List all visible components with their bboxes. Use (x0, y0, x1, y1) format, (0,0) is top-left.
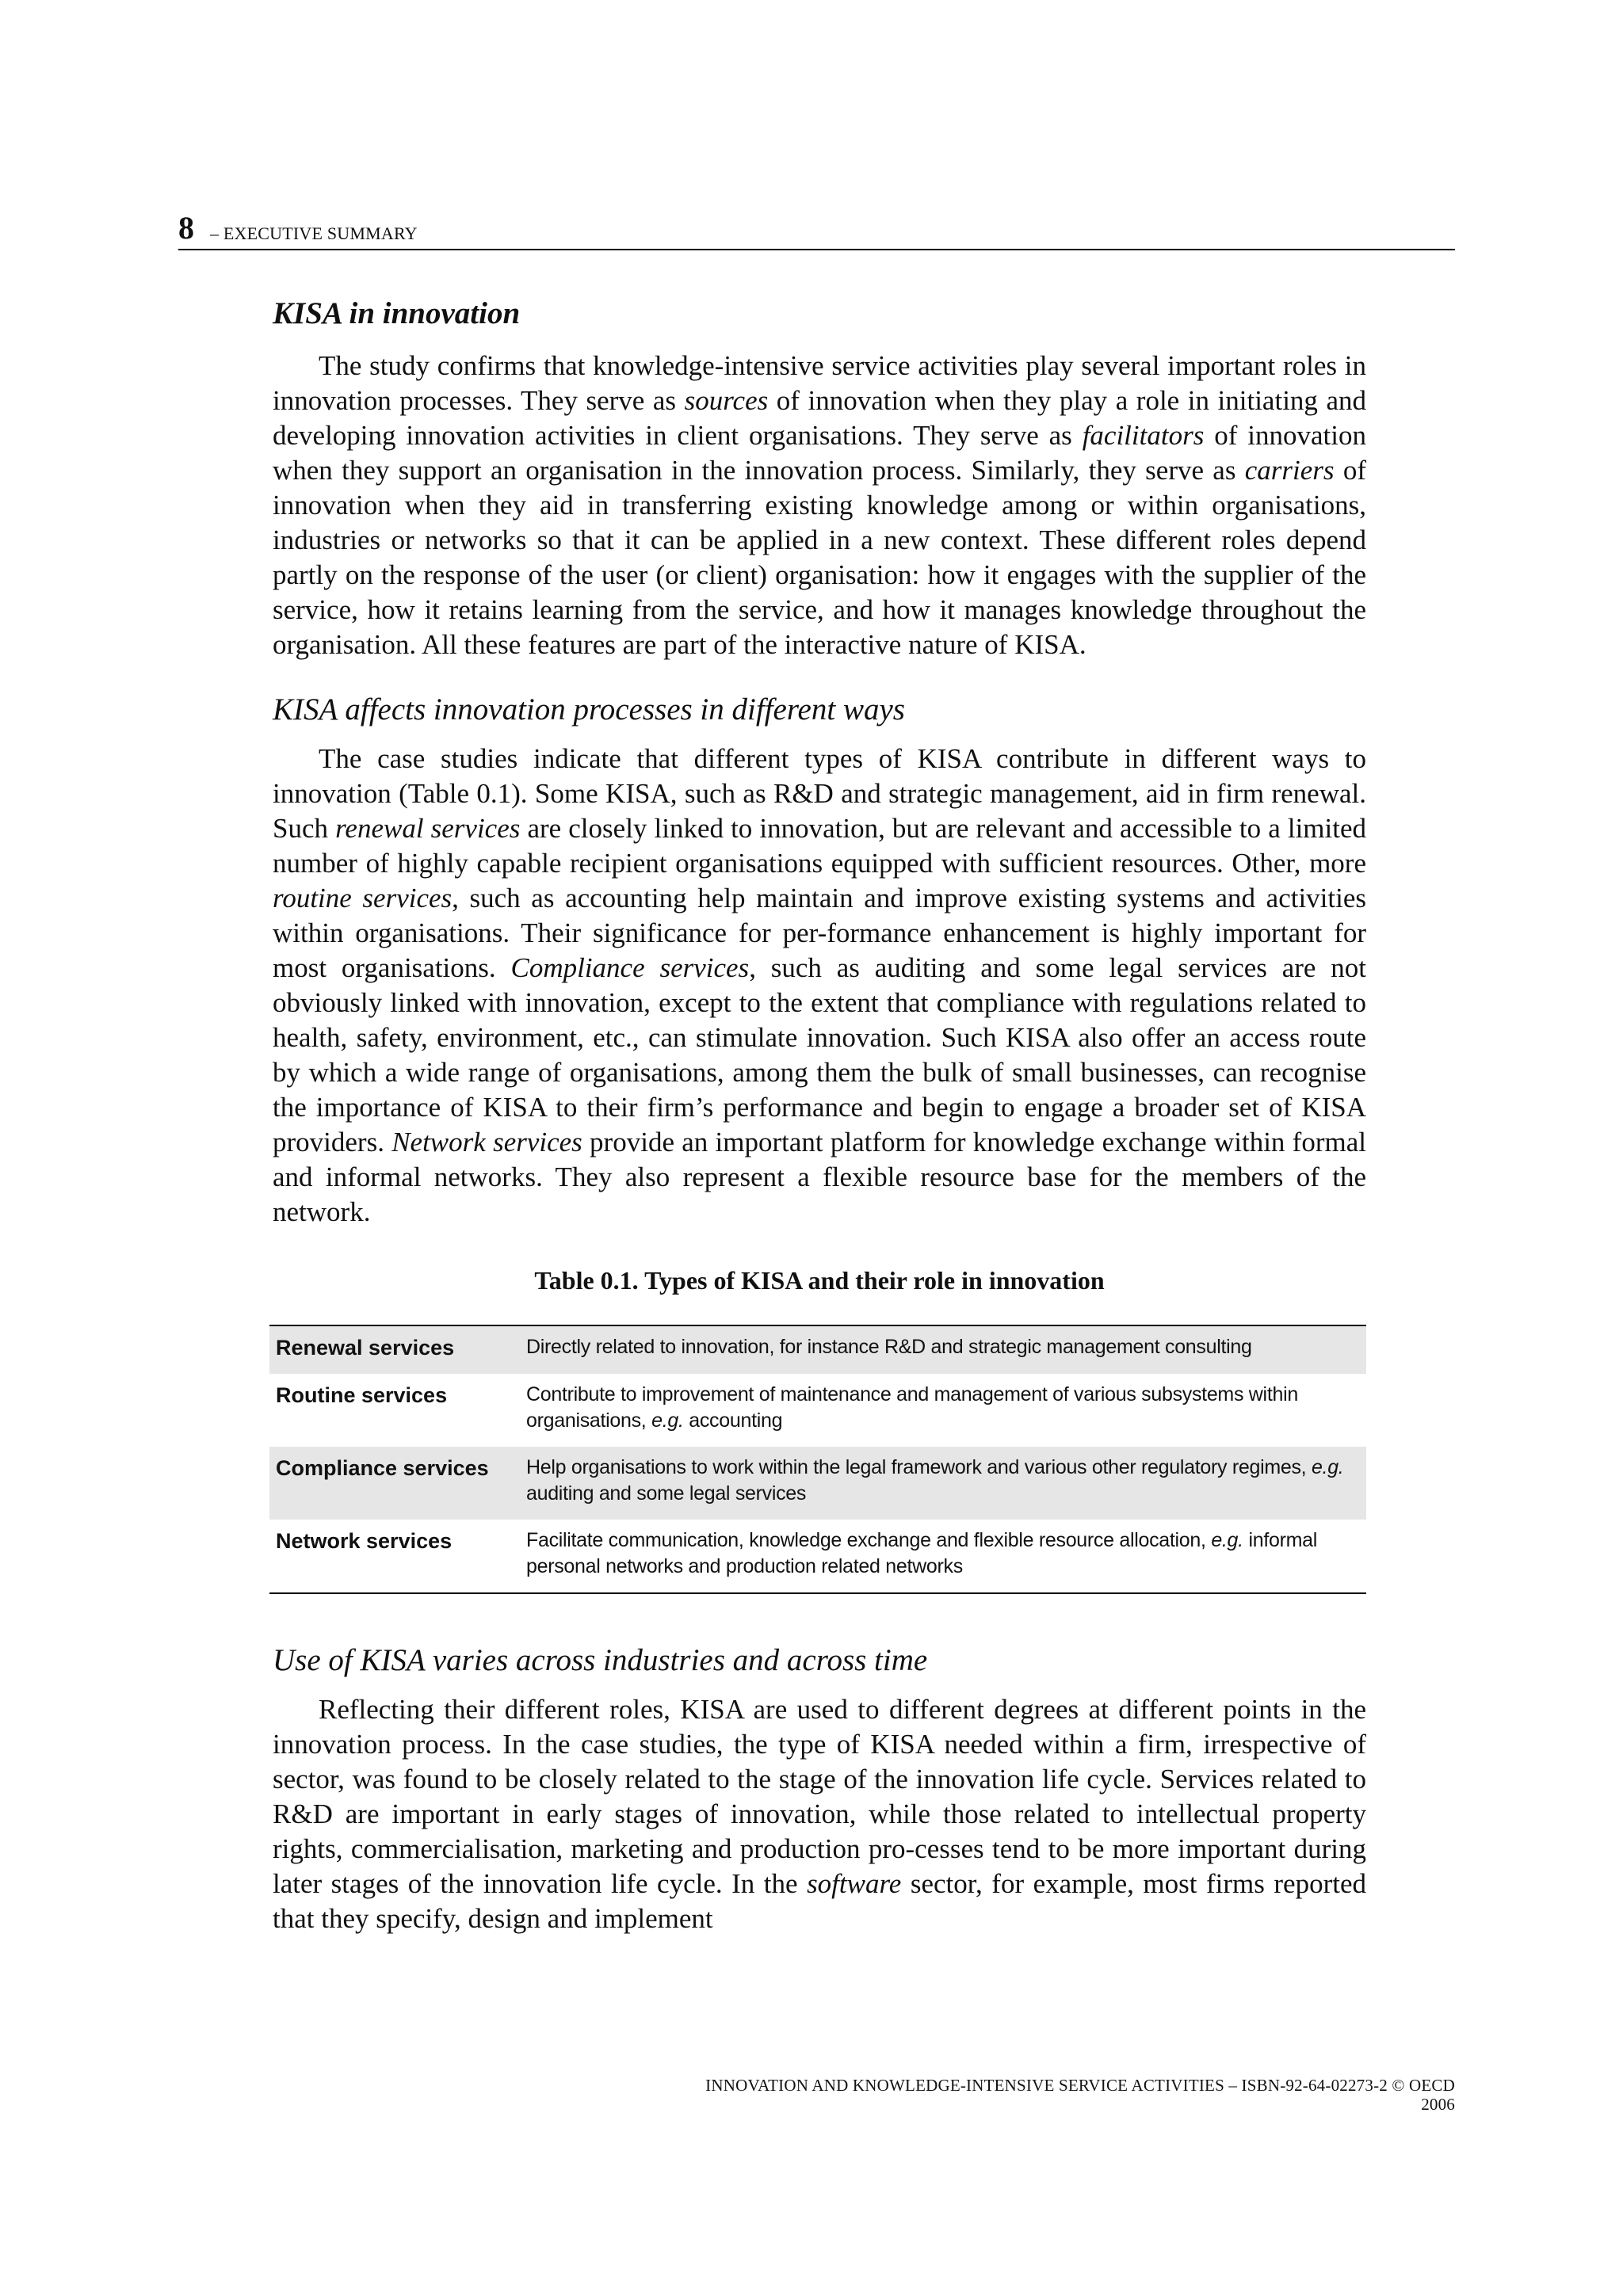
table-cell-type: Routine services (276, 1383, 448, 1407)
page-content (273, 285, 1366, 1936)
table-cell-description: Contribute to improvement of maintenance and management of various subsystems within organisations, e.g. accounting (526, 1383, 1298, 1432)
section-heading-use-of-kisa: Use of KISA varies across industries and across time (273, 1643, 928, 1677)
italic-term: e.g. (1211, 1529, 1243, 1551)
section-heading-kisa-in-innovation: KISA in innovation (273, 296, 521, 330)
table-row (269, 1325, 1366, 1374)
italic-term: facilitators (1082, 420, 1205, 451)
paragraph-use-of-kisa: Reflecting their different roles, KISA are used to different degrees at different points in the innovation process. In the case studies, the type of KISA needed within a firm, irrespective of sector, was found to be closely related to the stage of the innovation life cycle. Services related to R&D are important in early stages of innovation, while those related to intellectual property rights, commercialisation, marketing and production pro-cesses tend to be more important during later stages of the innovation life cycle. In the software sector, for example, most firms reported that they specify, design and implement (273, 1694, 1366, 1934)
table-cell-type: Compliance services (269, 1447, 520, 1520)
table-cell-type: Renewal services (269, 1325, 520, 1374)
table-row (269, 1447, 1366, 1520)
section-heading-kisa-affects-innovation: KISA affects innovation processes in different ways (273, 692, 905, 727)
paragraph-kisa-affects-innovation: The case studies indicate that different types of KISA contribute in different ways to innovation (Table 0.1). Some KISA, such as R&D and strategic management, aid in firm renewal. Such renewal services are closely linked to innovation, but are relevant and accessible to a limited number of highly capable recipient organisations equipped with sufficient resources. Other, more routine services, such as accounting help maintain and improve existing systems and activities within organisations. Their significance for per-formance enhancement is highly important for most organisations. Compliance services, such as auditing and some legal services are not obviously linked with innovation, except to the extent that compliance with regulations related to health, safety, environment, etc., can stimulate innovation. Such KISA also offer an access route by which a wide range of organisations, among them the bulk of small businesses, can recognise the importance of KISA to their firm’s performance and begin to engage a broader set of KISA providers. Network services provide an important platform for knowledge exchange within formal and informal networks. They also represent a flexible resource base for the members of the network. (273, 743, 1367, 1227)
page-number: 8 (178, 210, 194, 246)
table-cell-description: Help organisations to work within the legal framework and various other regulatory regimes, e.g. auditing and some legal services (520, 1447, 1366, 1520)
table-cell-description: Facilitate communication, knowledge exchange and flexible resource allocation, e.g. informal personal networks and production related networks (520, 1520, 1366, 1593)
italic-term: carriers (1244, 455, 1335, 486)
italic-term: renewal services (335, 813, 521, 844)
table-row (269, 1520, 1366, 1593)
italic-term: e.g. (1311, 1456, 1344, 1478)
italic-term: e.g. (651, 1409, 684, 1432)
italic-term: software (807, 1868, 902, 1899)
table-cell-description: Directly related to innovation, for instance R&D and strategic management consulting (520, 1325, 1366, 1374)
italic-term: sources (684, 385, 769, 416)
table-cell-type: Network services (269, 1520, 520, 1593)
paragraph-kisa-in-innovation: The study confirms that knowledge-intensive service activities play several important roles in innovation processes. They serve as sources of innovation when they play a role in initiating and developing innovation activities in client organisations. They serve as facilitators of innovation when they support an organisation in the innovation process. Similarly, they serve as carriers of innovation when they aid in transferring existing knowledge among or within organisations, industries or networks so that it can be applied in a new context. These different roles depend partly on the response of the user (or client) organisation: how it engages with the supplier of the service, how it retains learning from the service, and how it manages knowledge throughout the organisation. All these features are part of the interactive nature of KISA. (273, 350, 1366, 660)
running-title: – EXECUTIVE SUMMARY (210, 223, 418, 243)
table-caption: Table 0.1. Types of KISA and their role in innovation (534, 1266, 1105, 1295)
page-header (178, 210, 1455, 250)
kisa-types-table (269, 1325, 1366, 1594)
table-row (269, 1374, 1366, 1447)
italic-term: Compliance services (510, 952, 750, 983)
italic-term: Network services (391, 1127, 582, 1158)
page-footer: INNOVATION AND KNOWLEDGE-INTENSIVE SERVICE ACTIVITIES – ISBN-92-64-02273-2 © OECD 2006 (705, 2076, 1455, 2114)
italic-term: routine services (273, 883, 453, 913)
